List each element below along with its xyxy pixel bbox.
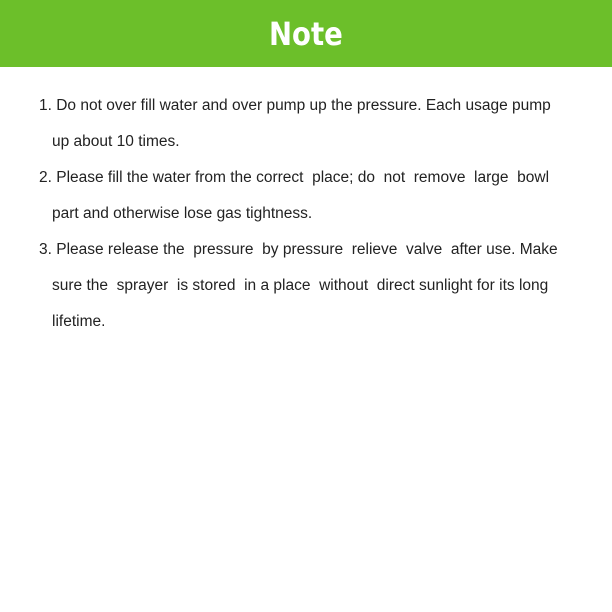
page-title: Note [269,14,343,53]
note-3-line-2: sure the sprayer is stored in a place without direct sunlight for its long [52,277,549,294]
note-3-line-1: 3. Please release the pressure by pressure relieve valve after use. Make [39,241,558,258]
note-item-3 [39,232,589,340]
note-2-line-2: part and otherwise lose gas tightness. [52,205,313,222]
note-1-line-2: up about 10 times. [52,133,180,150]
note-item-1 [39,88,589,160]
note-3-line-3: lifetime. [52,313,106,330]
header-banner [0,0,612,67]
note-2-line-1: 2. Please fill the water from the correct place; do not remove large bowl [39,169,550,186]
notes-list [39,88,589,340]
note-item-2 [39,160,589,232]
note-1-line-1: 1. Do not over fill water and over pump up the pressure. Each usage pump [39,97,551,114]
